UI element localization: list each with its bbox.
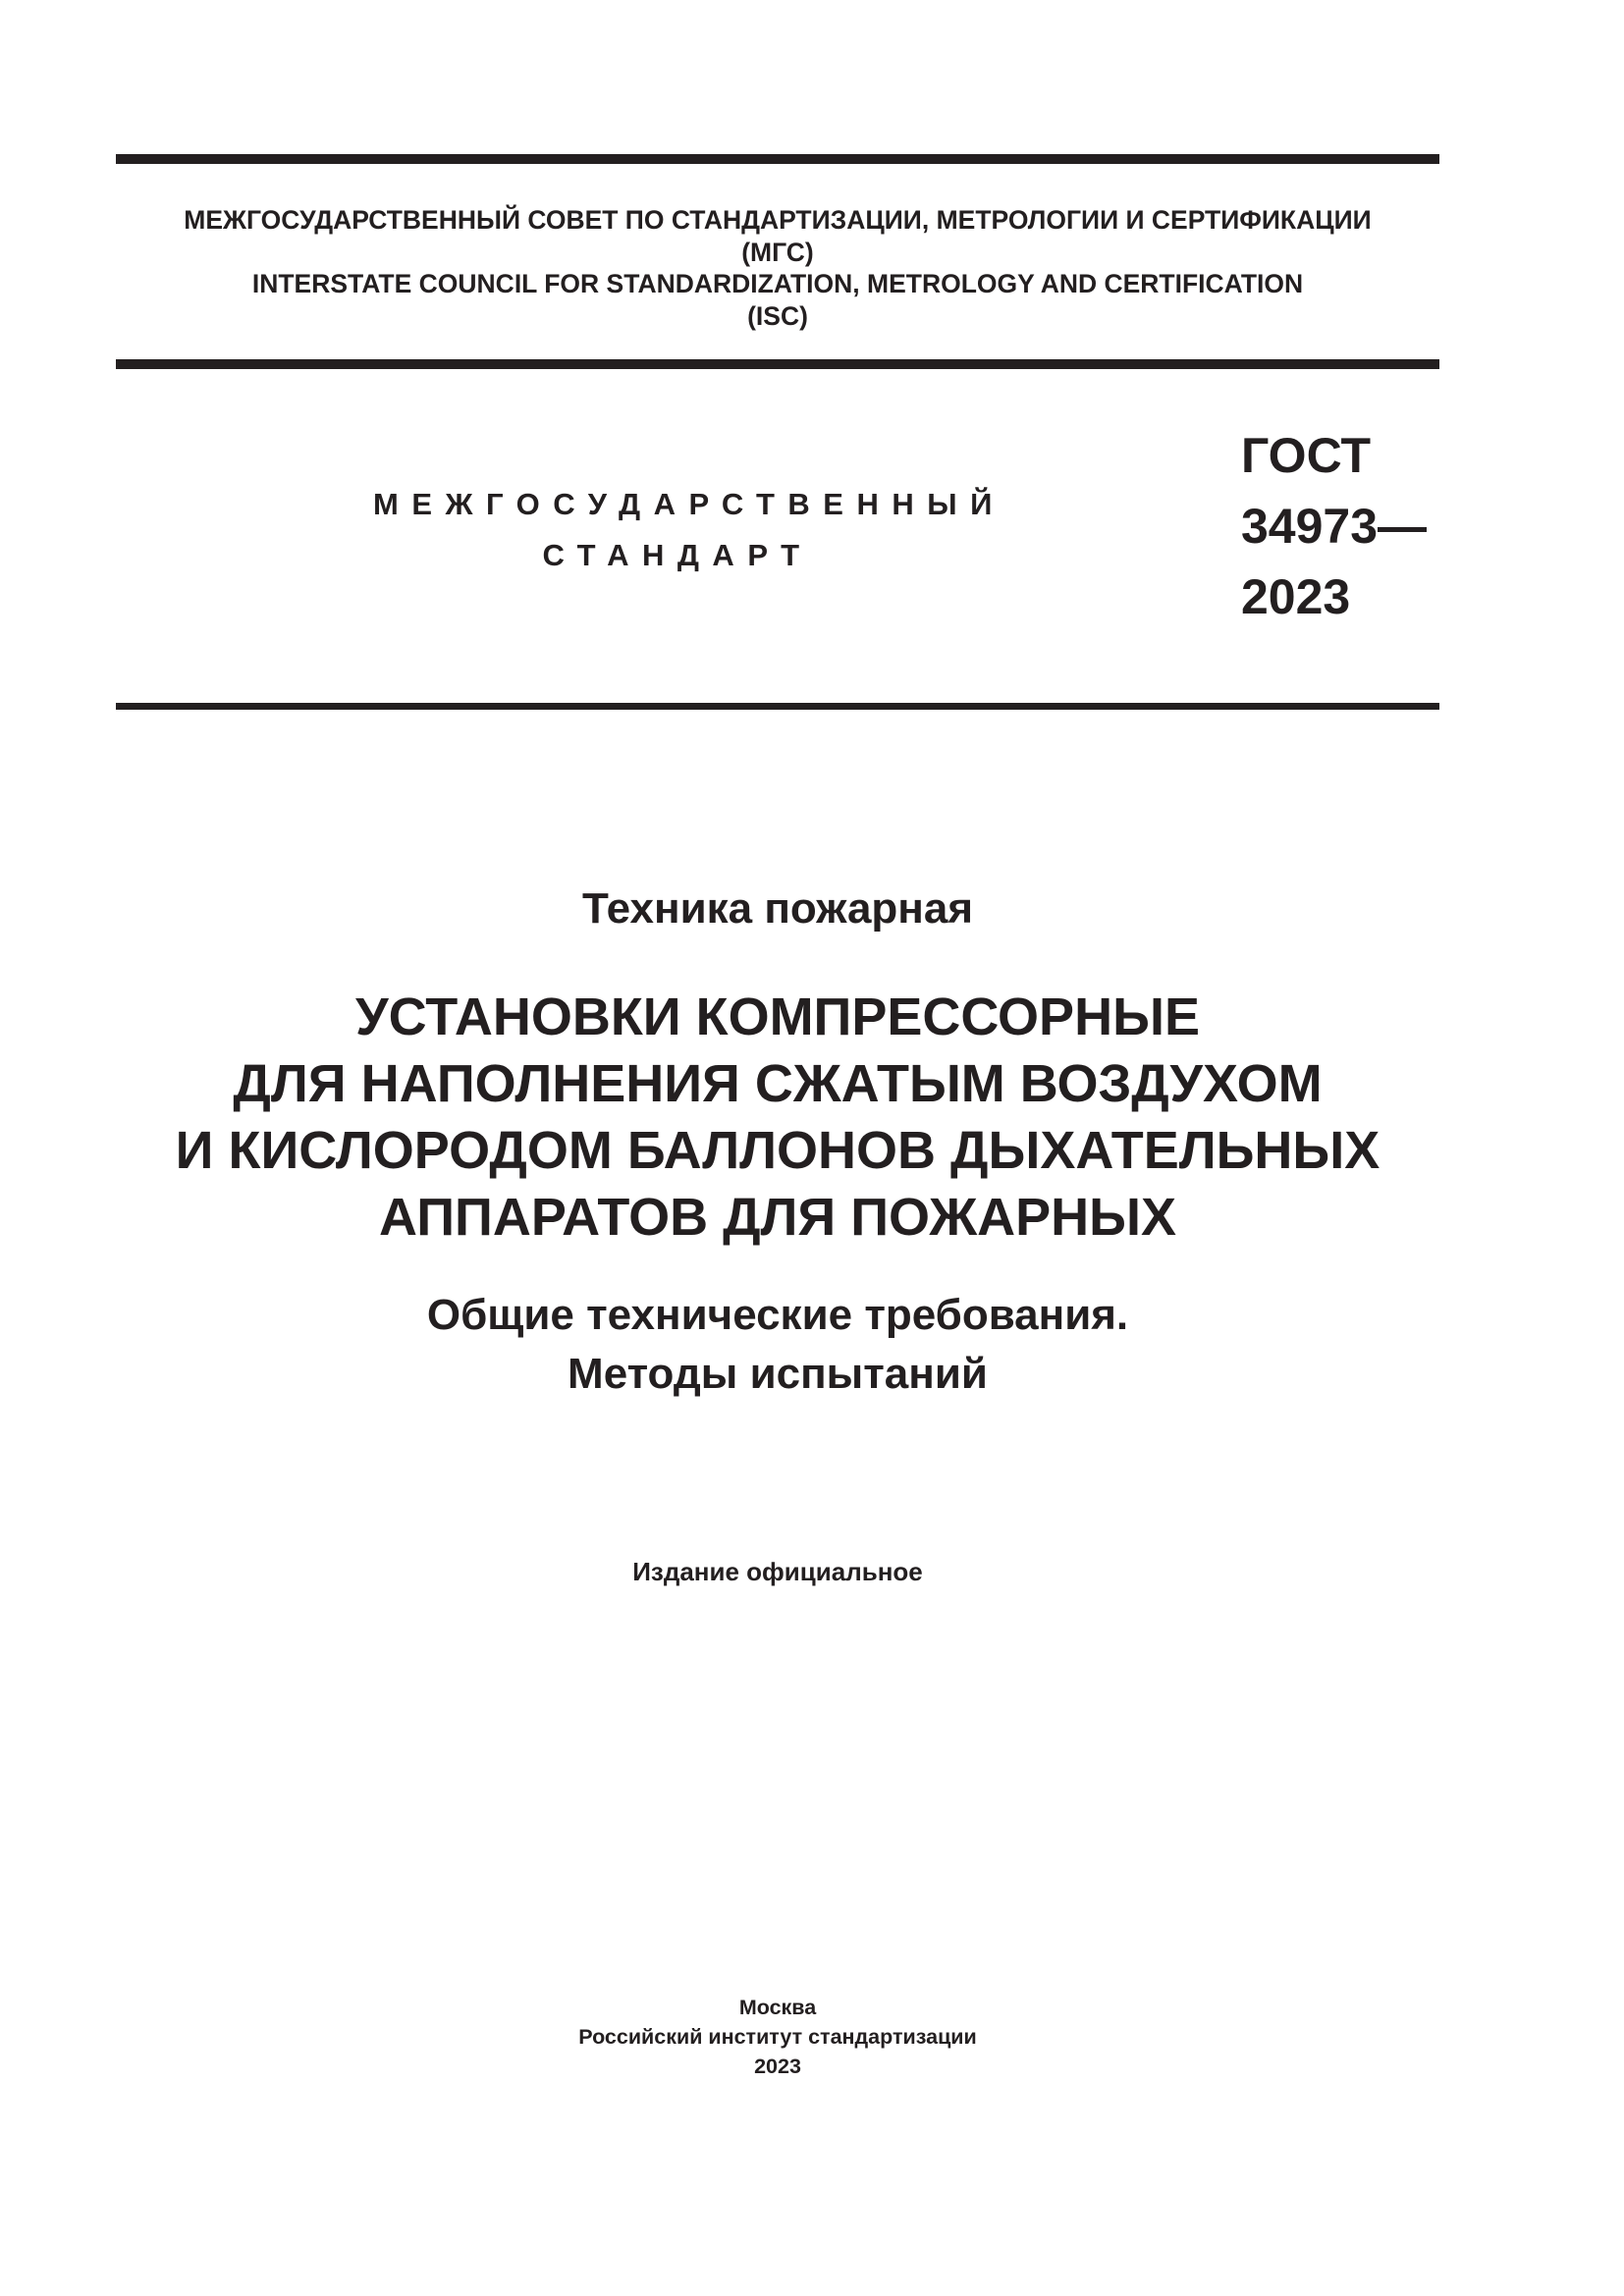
document-subtitle (116, 1286, 1439, 1404)
header-bottom-rule (116, 359, 1439, 369)
designation-bottom-rule (116, 703, 1439, 710)
edition-label: Издание официальное (632, 1557, 923, 1586)
main-title-line: И КИСЛОРОДОМ БАЛЛОНОВ ДЫХАТЕЛЬНЫХ (175, 1121, 1380, 1180)
council-abbr-ru: (МГС) (741, 237, 814, 267)
standard-type-line: СТАНДАРТ (542, 538, 813, 572)
subtitle-line: Общие технические требования. (426, 1291, 1129, 1339)
council-name-en: INTERSTATE COUNCIL FOR STANDARDIZATION, METROLOGY AND CERTIFICATION (251, 269, 1304, 298)
publisher-block (116, 1993, 1439, 2081)
document-category: Техника пожарная (581, 884, 974, 933)
top-rule (116, 154, 1439, 164)
document-main-title (116, 984, 1439, 1251)
publisher-year: 2023 (754, 2055, 801, 2078)
standard-designation (1241, 420, 1427, 632)
designation-number: 34973— (1241, 499, 1428, 554)
main-title-line: УСТАНОВКИ КОМПРЕССОРНЫЕ (355, 988, 1200, 1046)
designation-year: 2023 (1241, 569, 1351, 624)
publisher-city: Москва (738, 1996, 817, 2019)
standard-type (373, 479, 1005, 581)
standard-type-line: МЕЖГОСУДАРСТВЕННЫЙ (373, 487, 1005, 521)
publisher-organization: Российский институт стандартизации (578, 2025, 977, 2049)
subtitle-line: Методы испытаний (568, 1350, 988, 1398)
council-abbr-en: (ISC) (747, 300, 808, 331)
council-name-ru: МЕЖГОСУДАРСТВЕННЫЙ СОВЕТ ПО СТАНДАРТИЗАЦИИ, МЕТРОЛОГИИ И СЕРТИФИКАЦИИ (184, 205, 1372, 235)
designation-prefix: ГОСТ (1241, 428, 1371, 483)
council-header (116, 204, 1439, 332)
main-title-line: АППАРАТОВ ДЛЯ ПОЖАРНЫХ (378, 1188, 1177, 1247)
main-title-line: ДЛЯ НАПОЛНЕНИЯ СЖАТЫМ ВОЗДУХОМ (233, 1054, 1323, 1113)
